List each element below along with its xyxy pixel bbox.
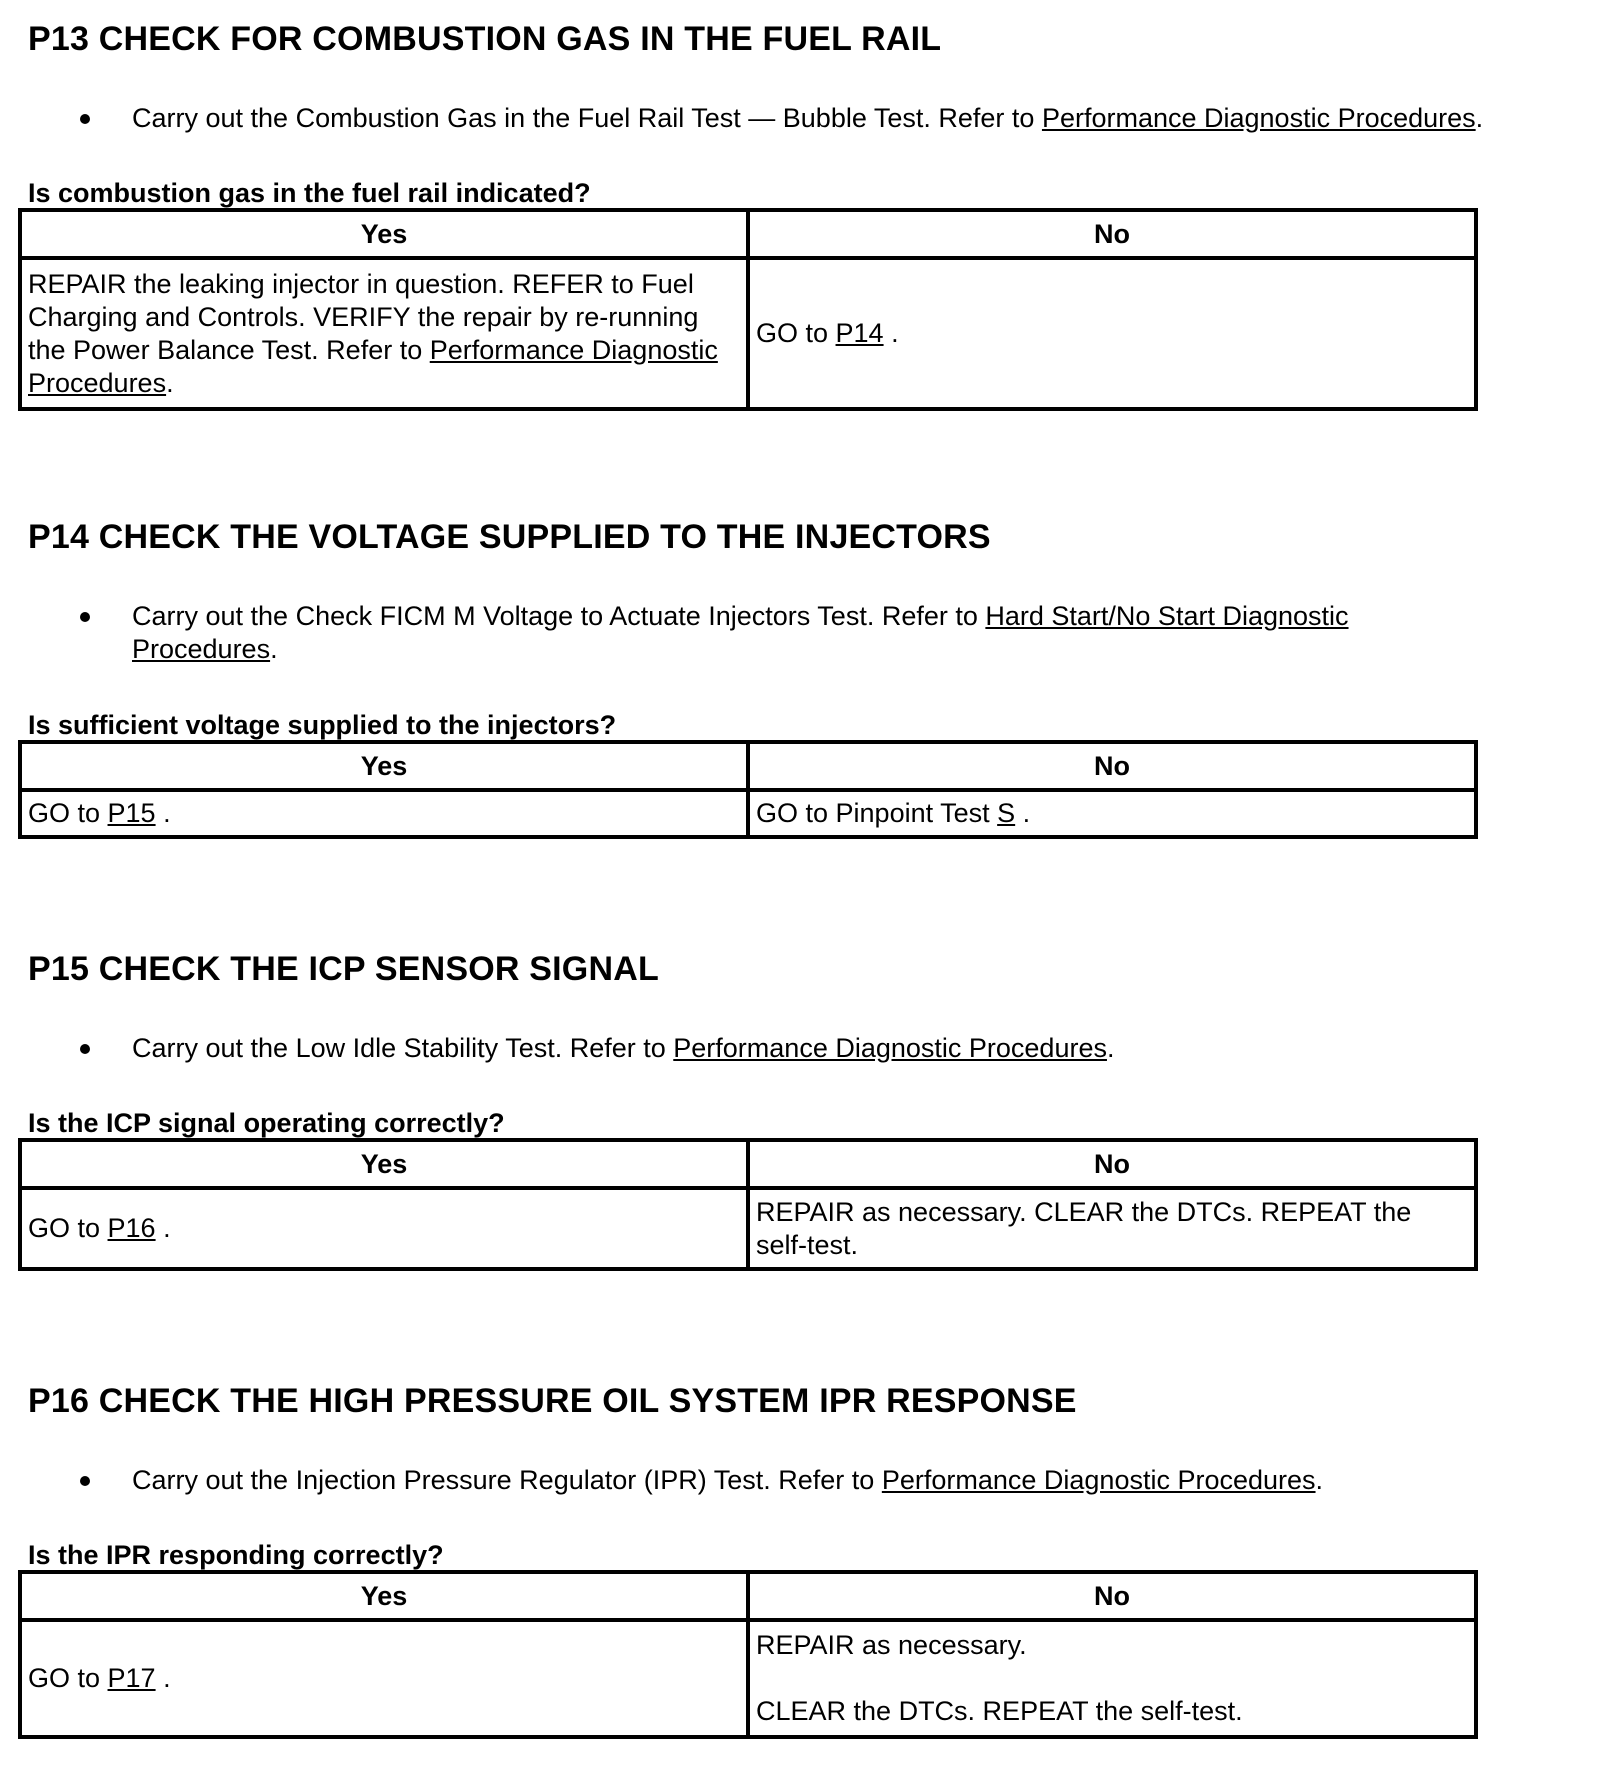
yes-header: Yes [20, 742, 748, 790]
pinpoint-test-link[interactable]: S [997, 798, 1016, 828]
reference-link[interactable]: Performance Diagnostic Procedures [881, 1465, 1316, 1495]
no-cell-line-1: REPAIR as necessary. [756, 1630, 1027, 1660]
step-title: P14 CHECK THE VOLTAGE SUPPLIED TO THE INJECTORS [28, 518, 991, 556]
yes-header: Yes [20, 1140, 748, 1188]
bullet-icon [80, 1476, 90, 1486]
step-question: Is the ICP signal operating correctly? [28, 1108, 505, 1138]
reference-link[interactable]: Performance Diagnostic Procedures [1041, 103, 1476, 133]
reference-link[interactable]: Performance Diagnostic Procedures [28, 334, 718, 398]
step-link-p15[interactable]: P15 [107, 798, 156, 828]
step-question: Is the IPR responding correctly? [28, 1540, 444, 1570]
no-cell [748, 1620, 1476, 1737]
step-instruction: Carry out the Combustion Gas in the Fuel Rail Test — Bubble Test. Refer to Performance Diagnostic Procedures. [132, 103, 1484, 133]
yes-cell: GO to P16 . [20, 1188, 748, 1269]
step-link-p14[interactable]: P14 [835, 318, 884, 348]
yes-no-table [18, 1570, 1478, 1739]
step-instruction: Carry out the Low Idle Stability Test. Refer to Performance Diagnostic Procedures. [132, 1033, 1115, 1063]
no-cell: GO to Pinpoint Test S . [748, 790, 1476, 837]
yes-header: Yes [20, 1572, 748, 1620]
step-question: Is sufficient voltage supplied to the injectors? [28, 710, 617, 740]
step-title: P15 CHECK THE ICP SENSOR SIGNAL [28, 950, 659, 988]
no-header: No [748, 1140, 1476, 1188]
reference-link[interactable]: Hard Start/No Start Diagnostic Procedures [132, 601, 1349, 664]
yes-cell: REPAIR the leaking injector in question. REFER to Fuel Charging and Controls. VERIFY the repair by re-running the Power Balance Test. Refer to Performance Diagnostic Procedures. [20, 258, 748, 409]
step-title: P16 CHECK THE HIGH PRESSURE OIL SYSTEM IPR RESPONSE [28, 1382, 1077, 1420]
step-title: P13 CHECK FOR COMBUSTION GAS IN THE FUEL RAIL [28, 20, 942, 58]
step-link-p17[interactable]: P17 [107, 1663, 156, 1693]
no-cell-line-2: CLEAR the DTCs. REPEAT the self-test. [756, 1696, 1243, 1726]
yes-cell: GO to P17 . [20, 1620, 748, 1737]
no-header: No [748, 742, 1476, 790]
yes-no-table [18, 740, 1478, 839]
yes-cell: GO to P15 . [20, 790, 748, 837]
yes-no-table [18, 1138, 1478, 1271]
bullet-icon [80, 114, 90, 124]
bullet-icon [80, 612, 90, 622]
yes-header: Yes [20, 210, 748, 258]
yes-no-table [18, 208, 1478, 411]
no-cell: REPAIR as necessary. CLEAR the DTCs. REPEAT the self-test. [748, 1188, 1476, 1269]
step-question: Is combustion gas in the fuel rail indicated? [28, 178, 591, 208]
reference-link[interactable]: Performance Diagnostic Procedures [673, 1033, 1107, 1063]
no-header: No [748, 1572, 1476, 1620]
bullet-icon [80, 1044, 90, 1054]
no-cell: GO to P14 . [748, 258, 1476, 409]
step-instruction: Carry out the Injection Pressure Regulator (IPR) Test. Refer to Performance Diagnostic Procedures. [132, 1465, 1324, 1495]
step-instruction: Carry out the Check FICM M Voltage to Actuate Injectors Test. Refer to Hard Start/No Start Diagnostic Procedures. [132, 601, 1349, 664]
no-header: No [748, 210, 1476, 258]
step-link-p16[interactable]: P16 [107, 1213, 156, 1243]
